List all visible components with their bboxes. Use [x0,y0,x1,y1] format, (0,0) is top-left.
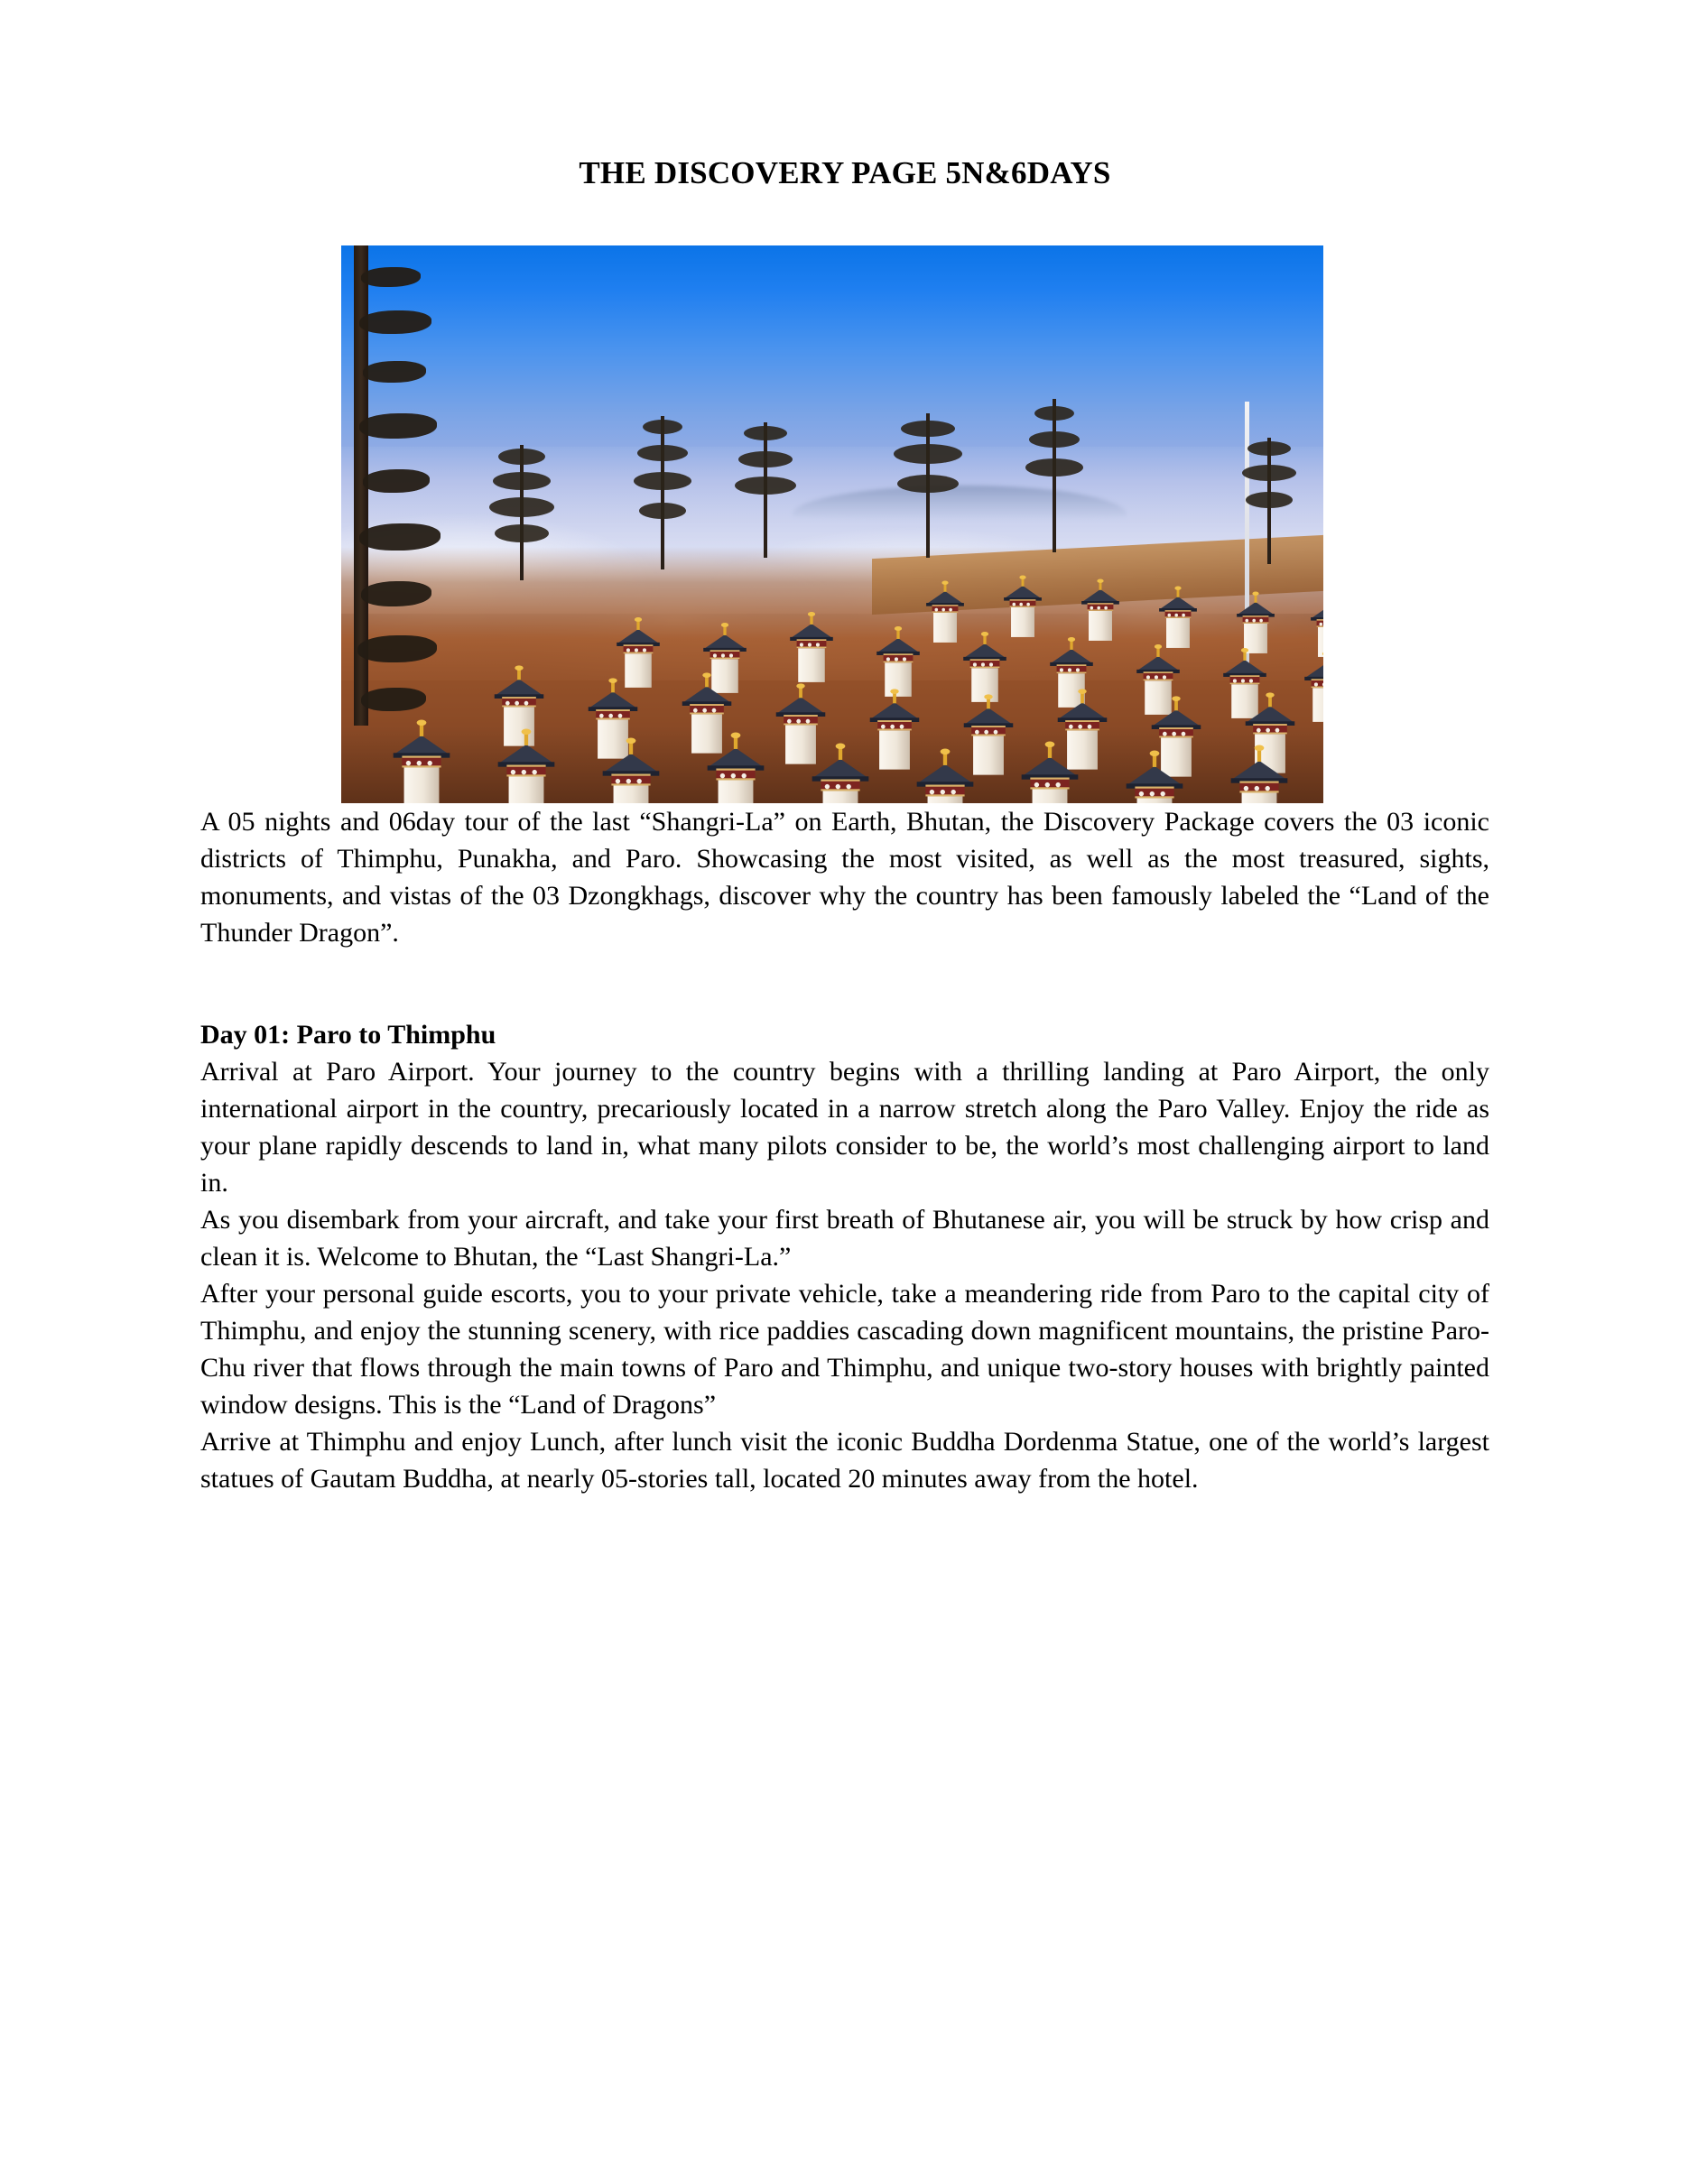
chorten [703,634,747,693]
chorten [1050,649,1093,708]
chorten [1237,602,1275,653]
day-01-paragraph-3: After your personal guide escorts, you to your private vehicle, take a meandering ride from Paro to the capital city of Thimphu, and enjoy the stunning scenery, with rice paddies cascading down magnificent mountains, the pristine Paro-Chu river that flows through the main towns of Paro and Thimphu, and unique two-story houses with brightly painted window designs. This is the “Land of Dragons” [200,1279,1489,1421]
tree-bough [361,267,421,287]
chorten [1159,597,1197,648]
tree-bough [359,523,441,551]
chorten [1004,586,1042,637]
chorten [394,736,450,803]
chorten [917,764,974,803]
chorten [682,687,732,754]
chorten [617,629,660,688]
day-01-paragraph-2: As you disembark from your aircraft, and take your first breath of Bhutanese air, you will be struck by how crisp and clean it is. Welcome to Bhutan, the “Last Shangri-La.” [200,1205,1489,1272]
day-01-heading: Day 01: Paro to Thimphu [200,1020,496,1050]
chorten [1081,589,1119,641]
day-01-paragraph-1: Arrival at Paro Airport. Your journey to the country begins with a thrilling landing at Paro Airport, the only international airport in the country, precariously located in a narrow stretch along the Paro Valley. Enjoy the ride as your plane rapidly descends to land in, what many pilots consider to be, the world’s most challenging airport to land in. [200,1057,1489,1198]
chorten [812,759,869,803]
chorten [876,638,920,697]
page-title: THE DISCOVERY PAGE 5N&6DAYS [579,155,1111,190]
chorten [495,680,544,746]
tree-bough [357,635,437,662]
chorten [1127,766,1183,803]
chorten [1304,663,1323,722]
tree-bough [359,413,437,439]
chorten [790,624,833,682]
chorten [1231,761,1288,803]
chorten [776,698,826,764]
dochula-pass-chortens-photo [341,245,1323,803]
tree-bough [359,310,431,334]
day-01-paragraph-4: Arrive at Thimphu and enjoy Lunch, after lunch visit the iconic Buddha Dordenma Statue, one of the world’s largest statues of Gautam Buddha, at nearly 05-stories tall, located 20 minutes away from the hotel. [200,1427,1489,1495]
tree-bough [361,688,426,711]
page-content [200,0,1489,1497]
chorten [498,745,555,803]
chorten [1136,656,1180,715]
chorten [1311,606,1323,657]
chorten [1022,757,1079,803]
chorten [963,643,1006,702]
chorten [870,703,920,770]
tree-bough [361,581,431,606]
figure-container [200,245,1489,803]
chorten [926,591,964,643]
tree-bough [363,469,430,493]
chorten [708,748,765,803]
intro-paragraph: A 05 nights and 06day tour of the last “Shangri-La” on Earth, Bhutan, the Discovery Package covers the 03 iconic districts of Thimphu, Punakha, and Paro. Showcasing the most visited, as well as the most treasured, sights, monuments, and vistas of the 03 Dzongkhags, discover why the country has been famously labeled the “Land of the Thunder Dragon”. [200,807,1489,949]
conifer-tree-left [341,245,450,725]
tree-bough [363,361,426,383]
chorten [603,754,660,803]
